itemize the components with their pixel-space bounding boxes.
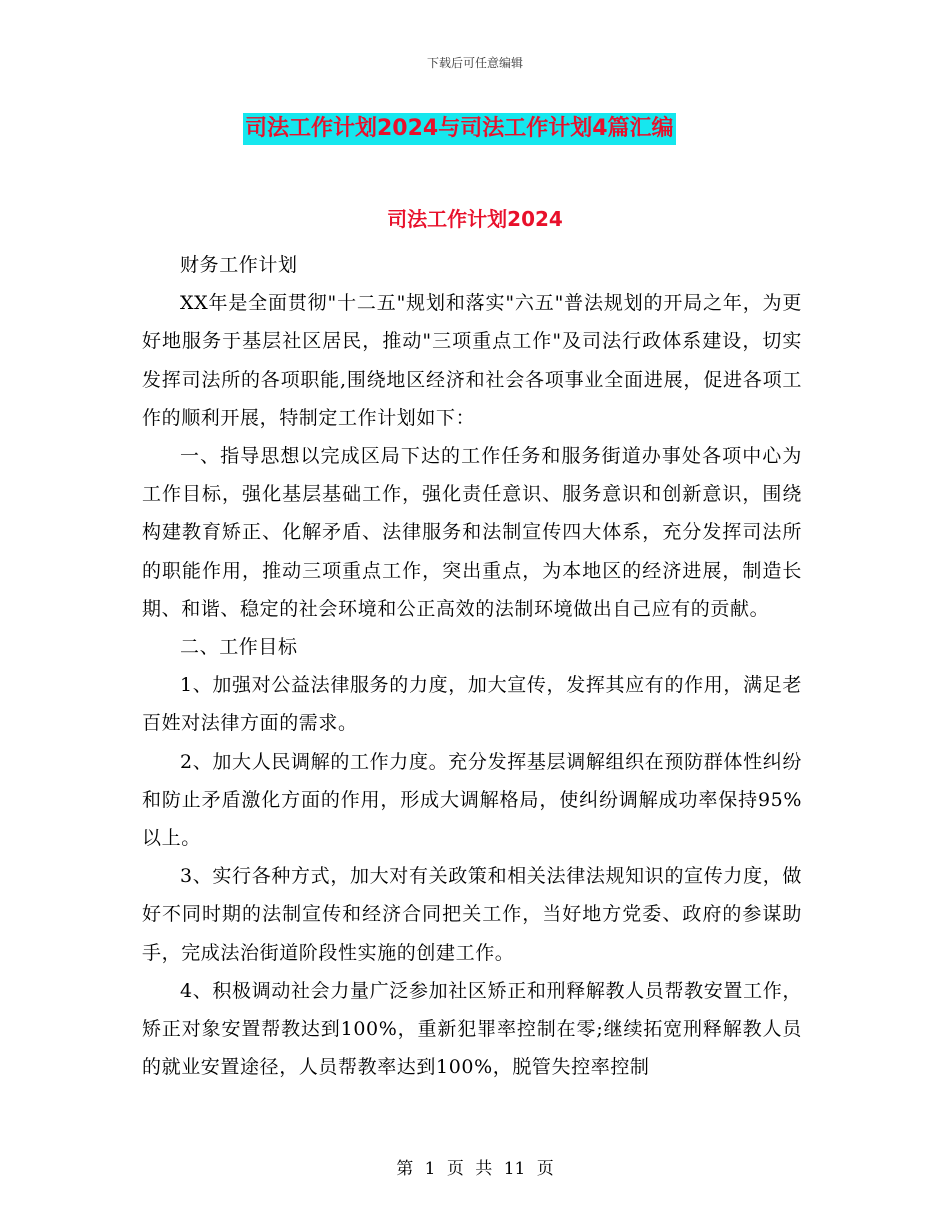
section-title: 司法工作计划2024 — [387, 207, 563, 231]
paragraph: 4、积极调动社会力量广泛参加社区矫正和刑释解教人员帮教安置工作，矫正对象安置帮教达到100%，重新犯罪率控制在零;继续拓宽刑释解教人员的就业安置途径，人员帮教率达到100%，脱管失控率控制 — [142, 979, 802, 1079]
page-header-note: 下载后可任意编辑 — [426, 56, 523, 70]
paragraph: 财务工作计划 — [180, 254, 298, 276]
paragraph: 一、指导思想以完成区局下达的工作任务和服务街道办事处各项中心为工作目标，强化基层基础工作，强化责任意识、服务意识和创新意识，围绕构建教育矫正、化解矛盾、法律服务和法制宣传四大体系，充分发挥司法所的职能作用，推动三项重点工作，突出重点，为本地区的经济进展，制造长期、和谐、稳定的社会环境和公正高效的法制环境做出自己应有的贡献。 — [142, 445, 802, 620]
paragraph: 1、加强对公益法律服务的力度，加大宣传，发挥其应有的作用，满足老百姓对法律方面的需求。 — [142, 674, 802, 735]
page-number: 第 1 页 共 11 页 — [396, 1159, 554, 1179]
paragraph: 二、工作目标 — [180, 636, 298, 659]
document-body — [142, 246, 802, 1086]
paragraph: XX年是全面贯彻"十二五"规划和落实"六五"普法规划的开局之年，为更好地服务于基层社区居民，推动"三项重点工作"及司法行政体系建设，切实发挥司法所的各项职能,围绕地区经济和社会各项事业全面进展，促进各项工作的顺利开展，特制定工作计划如下： — [142, 292, 802, 429]
paragraph: 3、实行各种方式，加大对有关政策和相关法律法规知识的宣传力度，做好不同时期的法制宣传和经济合同把关工作，当好地方党委、政府的参谋助手，完成法治街道阶段性实施的创建工作。 — [142, 865, 802, 964]
document-title: 司法工作计划2024与司法工作计划4篇汇编 — [243, 113, 676, 145]
paragraph: 2、加大人民调解的工作力度。充分发挥基层调解组织在预防群体性纠纷和防止矛盾激化方面的作用，形成大调解格局，使纠纷调解成功率保持95%以上。 — [142, 750, 802, 850]
